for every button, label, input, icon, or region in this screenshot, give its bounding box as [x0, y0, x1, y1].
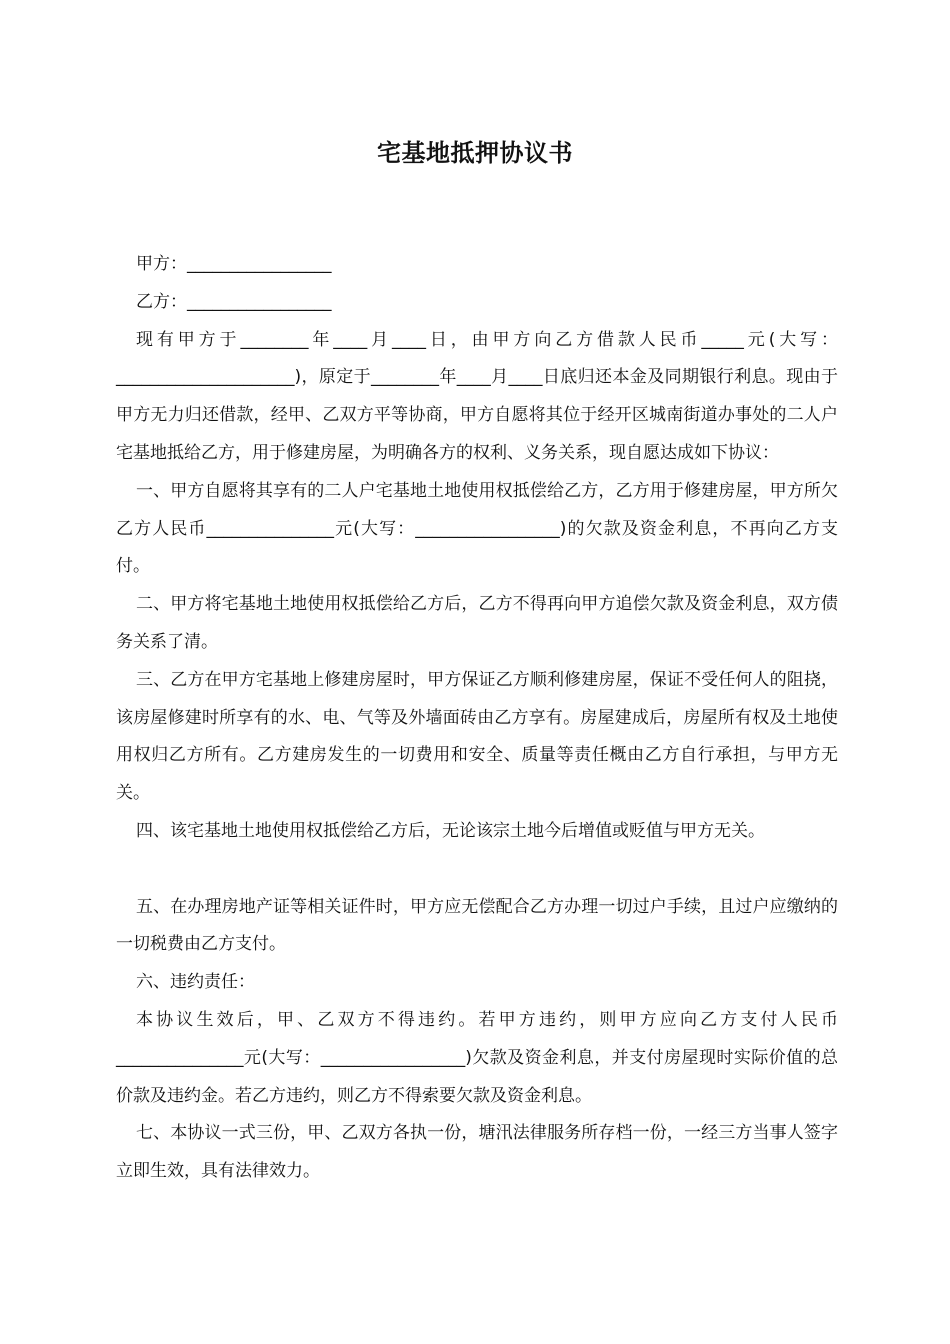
- clause-1: 一、甲方自愿将其享有的二人户宅基地土地使用权抵偿给乙方，乙方用于修建房屋，甲方所欠乙方人民币_______________元(大写：_________________)的欠款及资金利息，不再向乙方支付。: [116, 480, 838, 577]
- clause-5: 五、在办理房地产证等相关证件时，甲方应无偿配合乙方办理一切过户手续，且过户应缴纳的一切税费由乙方支付。: [116, 896, 838, 955]
- document-body: [116, 246, 838, 1191]
- clause-6-body: 本协议生效后，甲、乙双方不得违约。若甲方违约，则甲方应向乙方支付人民币_______________元(大写：_________________)欠款及资金利息，并支付房屋现时实际价值的总价款及违约金。若乙方违约，则乙方不得索要欠款及资金利息。: [116, 1009, 838, 1106]
- clause-4: 四、该宅基地土地使用权抵偿给乙方后，无论该宗土地今后增值或贬值与甲方无关。: [136, 820, 765, 841]
- clause-2: 二、甲方将宅基地土地使用权抵偿给乙方后，乙方不得再向甲方追偿欠款及资金利息，双方债务关系了清。: [116, 594, 838, 652]
- clause-6-heading: 六、违约责任：: [136, 972, 255, 993]
- clause-7: 七、本协议一式三份，甲、乙双方各执一份，塘汛法律服务所存档一份，一经三方当事人签字立即生效，具有法律效力。: [116, 1123, 838, 1182]
- blank-line: [116, 851, 838, 889]
- preamble-paragraph: 现有甲方于________年____月____日，由甲方向乙方借款人民币_____元(大写：_____________________)，原定于________年____月____日底归还本金及同期银行利息。现由于甲方无力归还借款，经甲、乙双方平等协商，甲方自愿将其位于经开区城南街道办事处的二人户宅基地抵给乙方，用于修建房屋，为明确各方的权利、义务关系，现自愿达成如下协议：: [116, 329, 838, 463]
- clause-3: 三、乙方在甲方宅基地上修建房屋时，甲方保证乙方顺利修建房屋，保证不受任何人的阻挠，该房屋修建时所享有的水、电、气等及外墙面砖由乙方享有。房屋建成后，房屋所有权及土地使用权归乙方所有。乙方建房发生的一切费用和安全、质量等责任概由乙方自行承担，与甲方无关。: [116, 669, 838, 804]
- document-title: 宅基地抵押协议书: [377, 139, 573, 167]
- party-a-line: 甲方：_________________: [136, 254, 332, 274]
- party-b-line: 乙方：_________________: [136, 291, 332, 312]
